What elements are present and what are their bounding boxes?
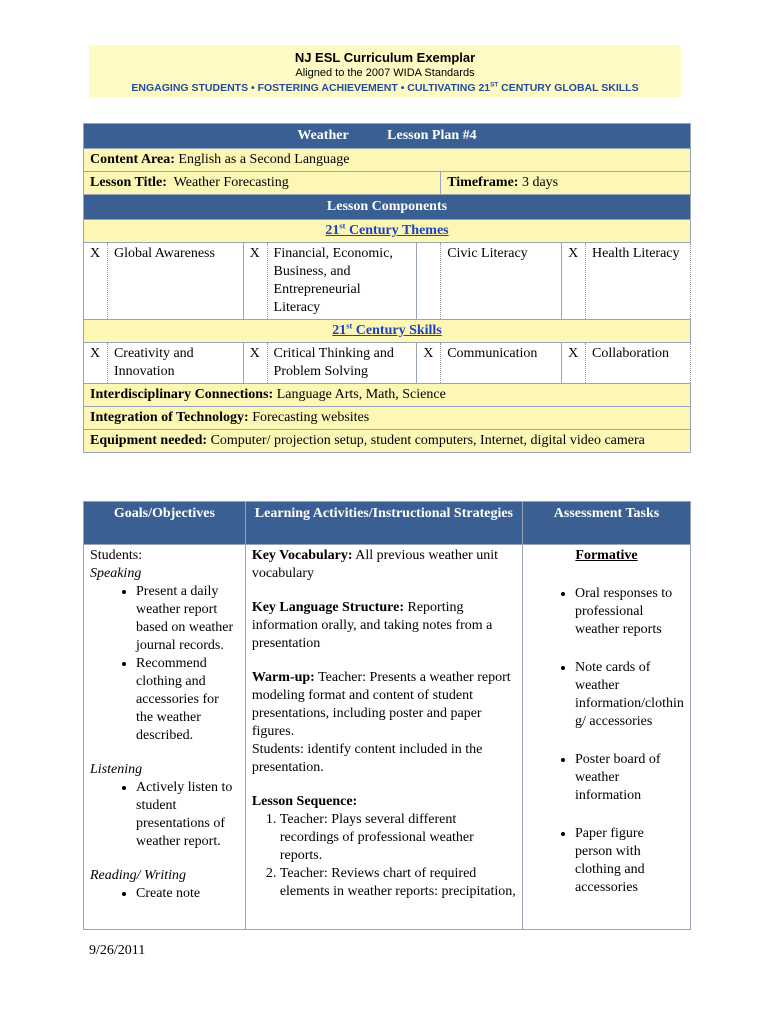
students-label: Students: — [90, 548, 143, 563]
lesson-title-bar: Weather Lesson Plan #4 — [84, 124, 691, 149]
reading-list — [90, 885, 239, 903]
activities-cell — [245, 545, 522, 930]
warm-up-students: Students: identify content included in the presentation. — [251, 742, 483, 775]
equipment-row: Equipment needed: Computer/ projection setup, student computers, Internet, digital video camera — [84, 430, 691, 453]
skill-mark: X — [562, 343, 586, 384]
list-item: • Present a daily weather report based on weather journal records. — [136, 583, 239, 655]
activities-table — [83, 501, 691, 930]
skill-mark: X — [84, 343, 108, 384]
list-item: • Paper figure person with clothing and accessories — [575, 825, 684, 897]
skill-label: Communication — [441, 343, 562, 384]
lesson-sequence-list — [252, 811, 516, 901]
content-area-row: Content Area: English as a Second Language — [84, 149, 691, 172]
reading-label: Reading/ Writing — [90, 868, 187, 883]
key-vocabulary: Key Vocabulary: All previous weather unit vocabulary — [251, 548, 498, 581]
interdisciplinary-row: Interdisciplinary Connections: Language Arts, Math, Science — [84, 384, 691, 407]
warm-up: Warm-up: Teacher: Presents a weather report modeling format and content of student presentations, including poster and paper figures. — [251, 670, 511, 739]
assessment-header: Assessment Tasks — [522, 502, 690, 545]
lesson-sequence-label: Lesson Sequence: — [251, 794, 358, 809]
formative-label: Formative — [575, 548, 638, 563]
list-item: • Note cards of weather information/clothin g/ accessories — [575, 659, 684, 731]
lesson-title-row: Lesson Title: Weather Forecasting — [84, 172, 441, 195]
list-item: • Oral responses to professional weather reports — [575, 585, 684, 639]
assessment-cell — [522, 545, 690, 930]
theme-label: Financial, Economic, Business, and Entrepreneurial Literacy — [267, 243, 417, 320]
skill-label: Critical Thinking and Problem Solving — [267, 343, 417, 384]
header-banner — [89, 45, 681, 97]
activities-header: Learning Activities/Instructional Strategies — [245, 502, 522, 545]
speaking-label: Speaking — [90, 566, 142, 581]
theme-mark: X — [243, 243, 267, 320]
speaking-list — [90, 583, 239, 745]
list-item: • Poster board of weather information — [575, 751, 684, 805]
goals-cell — [84, 545, 246, 930]
skill-label: Creativity and Innovation — [107, 343, 243, 384]
banner-tagline: ENGAGING STUDENTS • FOSTERING ACHIEVEMENT • CULTIVATING 21ST CENTURY GLOBAL SKILLS — [131, 81, 639, 94]
listening-label: Listening — [90, 762, 143, 777]
skill-mark: X — [243, 343, 267, 384]
theme-label: Civic Literacy — [441, 243, 562, 320]
theme-mark: X — [562, 243, 586, 320]
skills-heading: 21st Century Skills — [84, 320, 691, 343]
goals-header: Goals/Objectives — [84, 502, 246, 545]
theme-label: Global Awareness — [107, 243, 243, 320]
lesson-components-header: Lesson Components — [84, 195, 691, 220]
listening-list — [90, 779, 239, 851]
banner-title: NJ ESL Curriculum Exemplar — [294, 50, 476, 65]
theme-mark — [417, 243, 441, 320]
skill-label: Collaboration — [586, 343, 691, 384]
list-item: • Actively listen to student presentations of weather report. — [136, 779, 239, 851]
assessment-list — [529, 585, 684, 897]
key-language-structure: Key Language Structure: Reporting information orally, and taking notes from a presentation — [251, 600, 493, 651]
list-item: • Recommend clothing and accessories for the weather described. — [136, 655, 239, 745]
theme-mark: X — [84, 243, 108, 320]
footer-date: 9/26/2011 — [89, 943, 146, 958]
list-item: 1. Teacher: Plays several different recordings of professional weather reports. — [280, 811, 516, 865]
skill-mark: X — [417, 343, 441, 384]
technology-row: Integration of Technology: Forecasting websites — [84, 407, 691, 430]
theme-label: Health Literacy — [586, 243, 691, 320]
list-item: 2. Teacher: Reviews chart of required elements in weather reports: precipitation, — [280, 865, 516, 901]
list-item: • Create note — [136, 885, 239, 903]
banner-subtitle: Aligned to the 2007 WIDA Standards — [295, 67, 475, 79]
themes-heading: 21st Century Themes — [84, 220, 691, 243]
lesson-info-table — [83, 123, 691, 453]
timeframe-cell: Timeframe: 3 days — [441, 172, 691, 195]
